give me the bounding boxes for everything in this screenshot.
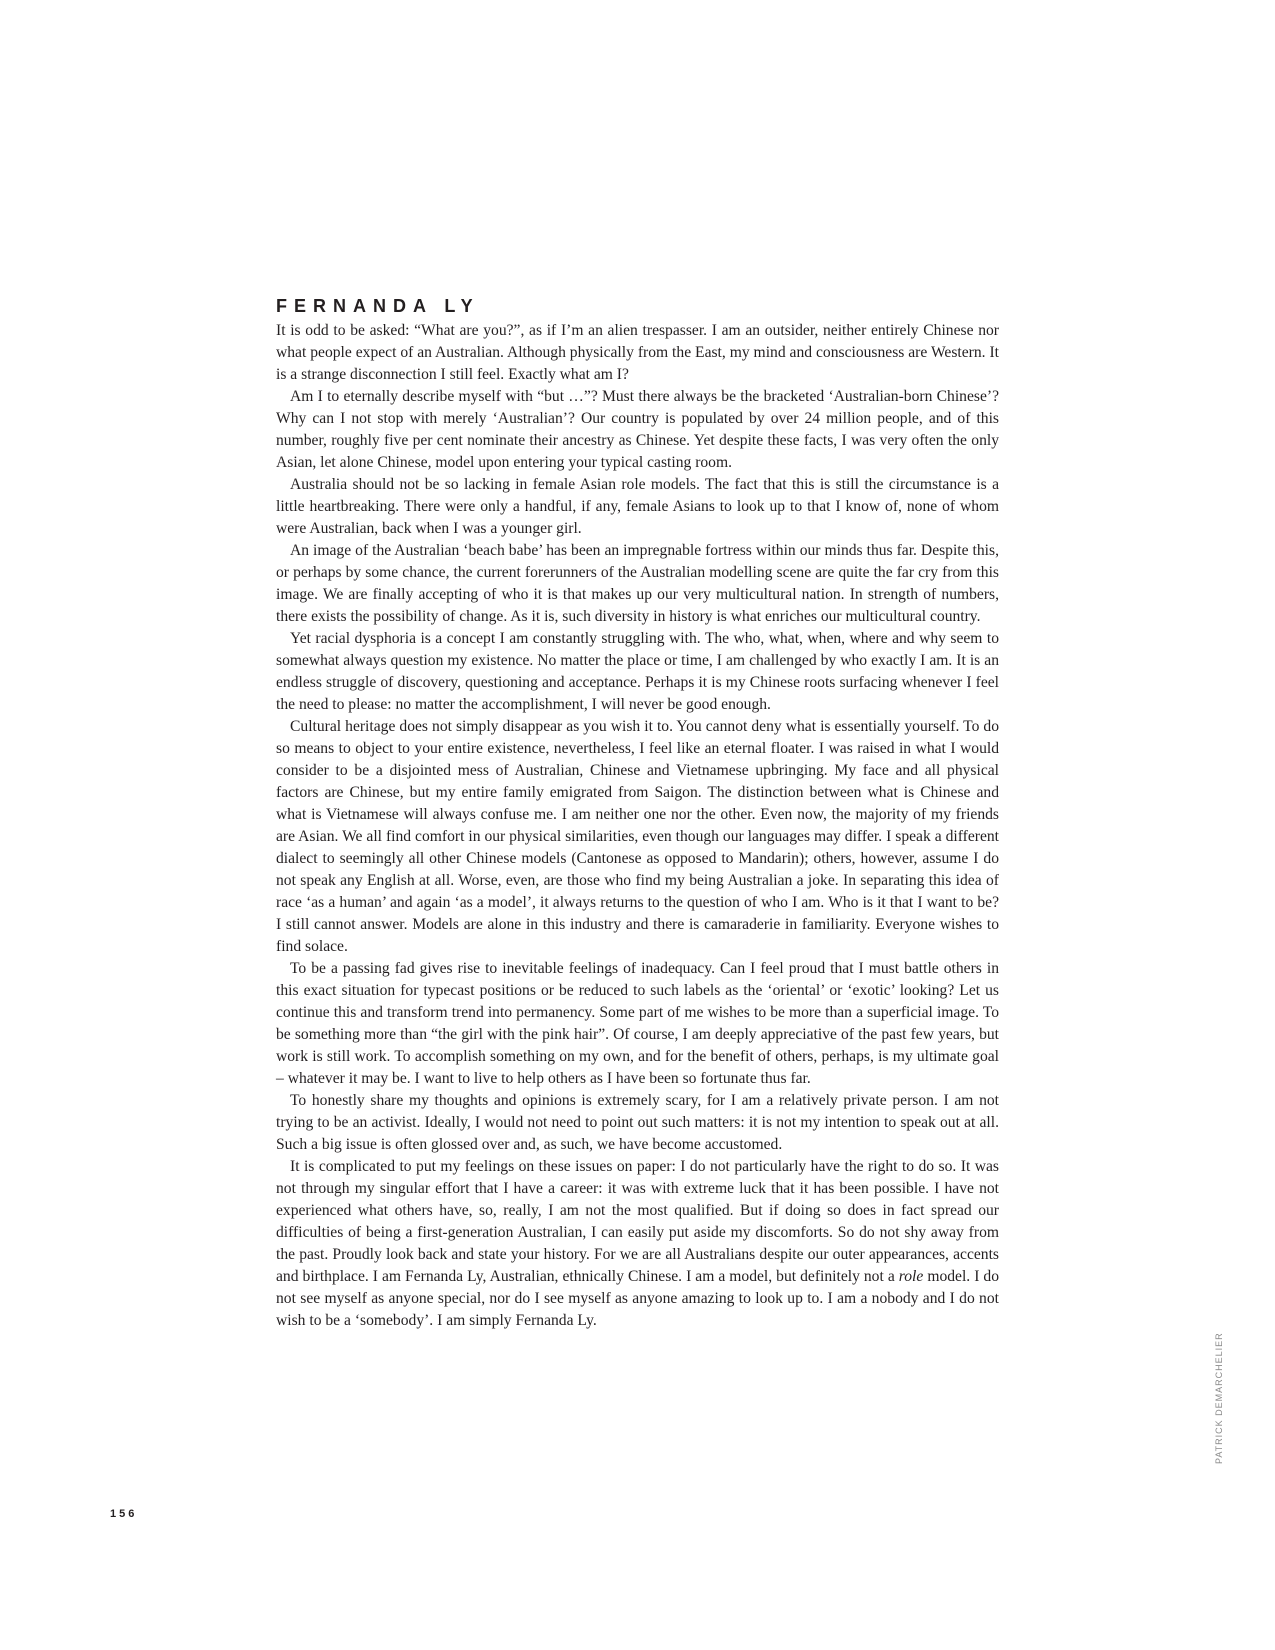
article-paragraph-final: [276, 1156, 999, 1332]
photo-credit: PATRICK DEMARCHELIER: [1214, 1332, 1224, 1464]
article-paragraph: Am I to eternally describe myself with “but …”? Must there always be the bracketed ‘Australian-born Chinese’? Why can I not stop with merely ‘Australian’? Our country is populated by over 24 million people, and of this number, roughly five per cent nominate their ancestry as Chinese. Yet despite these facts, I was very often the only Asian, let alone Chinese, model upon entering your typical casting room.: [276, 388, 999, 471]
article-paragraph: Cultural heritage does not simply disappear as you wish it to. You cannot deny what is essentially yourself. To do so means to object to your entire existence, nevertheless, I feel like an eternal floater. I was raised in what I would consider to be a disjointed mess of Australian, Chinese and Vietnamese upbringing. My face and all physical factors are Chinese, but my entire family emigrated from Saigon. The distinction between what is Chinese and what is Vietnamese will always confuse me. I am neither one nor the other. Even now, the majority of my friends are Asian. We all find comfort in our physical similarities, even though our languages may differ. I speak a different dialect to seemingly all other Chinese models (Cantonese as opposed to Mandarin); others, however, assume I do not speak any English at all. Worse, even, are those who find my being Australian a joke. In separating this idea of race ‘as a human’ and again ‘as a model’, it always returns to the question of who I am. Who is it that I want to be? I still cannot answer. Models are alone in this industry and there is camaraderie in familiarity. Everyone wishes to find solace.: [276, 718, 999, 955]
article-paragraph: It is odd to be asked: “What are you?”, as if I’m an alien trespasser. I am an outsider, neither entirely Chinese nor what people expect of an Australian. Although physically from the East, my mind and consciousness are Western. It is a strange disconnection I still feel. Exactly what am I?: [276, 322, 999, 383]
article-body: [276, 320, 999, 1332]
final-text-before: It is complicated to put my feelings on these issues on paper: I do not particularly have the right to do so. It was not through my singular effort that I have a career: it was with extreme luck that it has been possible. I have not experienced what others have, so, really, I am not the most qualified. But if doing so does in fact spread our difficulties of being a first-generation Australian, I can easily put aside my discomforts. So do not shy away from the past. Proudly look back and state your history. For we are all Australians despite our outer appearances, accents and birthplace. I am Fernanda Ly, Australian, ethnically Chinese. I am a model, but definitely not a: [276, 1158, 999, 1285]
article-paragraph: To honestly share my thoughts and opinions is extremely scary, for I am a relatively private person. I am not trying to be an activist. Ideally, I would not need to point out such matters: it is not my intention to speak out at all. Such a big issue is often glossed over and, as such, we have become accustomed.: [276, 1092, 999, 1153]
article-title: FERNANDA LY: [276, 296, 480, 316]
page-number: 156: [110, 1508, 138, 1520]
article-paragraph: Yet racial dysphoria is a concept I am constantly struggling with. The who, what, when, where and why seem to somewhat always question my existence. No matter the place or time, I am challenged by who exactly I am. It is an endless struggle of discovery, questioning and acceptance. Perhaps it is my Chinese roots surfacing whenever I feel the need to please: no matter the accomplishment, I will never be good enough.: [276, 630, 999, 713]
final-text-after: model. I do not see myself as anyone special, nor do I see myself as anyone amazing to look up to. I am a nobody and I do not wish to be a ‘somebody’. I am simply Fernanda Ly.: [276, 1268, 1000, 1329]
article-paragraph: Australia should not be so lacking in female Asian role models. The fact that this is still the circumstance is a little heartbreaking. There were only a handful, if any, female Asians to look up to that I know of, none of whom were Australian, back when I was a younger girl.: [276, 476, 999, 537]
article-paragraph: An image of the Australian ‘beach babe’ has been an impregnable fortress within our minds thus far. Despite this, or perhaps by some chance, the current forerunners of the Australian modelling scene are quite the far cry from this image. We are finally accepting of who it is that makes up our very multicultural nation. In strength of numbers, there exists the possibility of change. As it is, such diversity in history is what enriches our multicultural country.: [276, 542, 999, 625]
emphasized-word: role: [898, 1268, 924, 1285]
article-paragraph: To be a passing fad gives rise to inevitable feelings of inadequacy. Can I feel proud that I must battle others in this exact situation for typecast positions or be reduced to such labels as the ‘oriental’ or ‘exotic’ looking? Let us continue this and transform trend into permanency. Some part of me wishes to be more than a superficial image. To be something more than “the girl with the pink hair”. Of course, I am deeply appreciative of the past few years, but work is still work. To accomplish something on my own, and for the benefit of others, perhaps, is my ultimate goal – whatever it may be. I want to live to help others as I have been so fortunate thus far.: [276, 960, 999, 1087]
